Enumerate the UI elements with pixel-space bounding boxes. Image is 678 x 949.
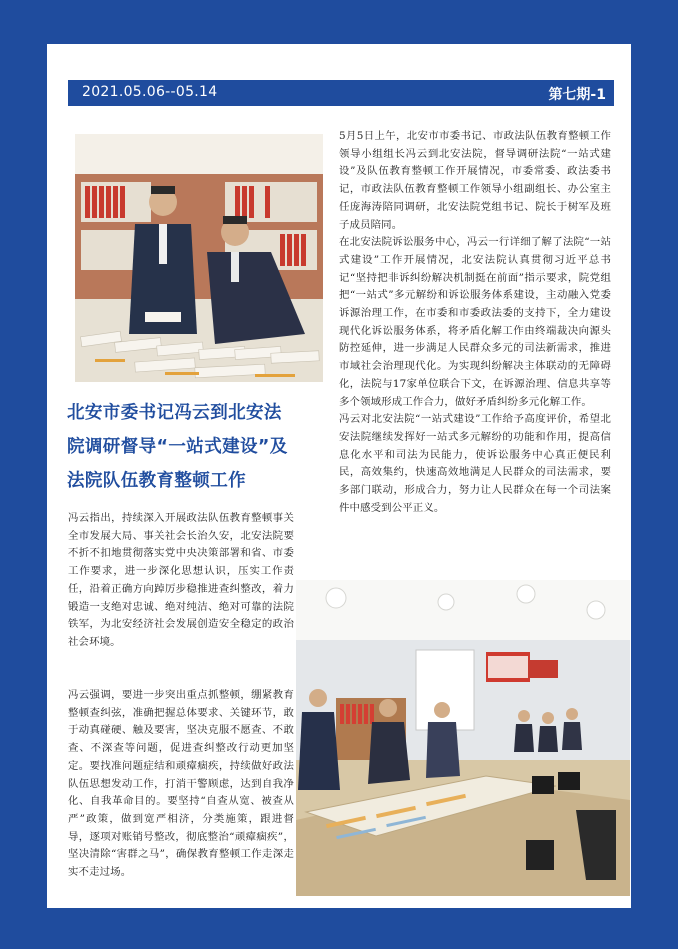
body-paragraph: 冯云对北安法院“一站式建设”工作给予高度评价，希望北安法院继续发挥好一站式多元解纷的功能和作用，提高信息化水平和司法为民能力，使诉讼服务中心真正便民利民，高效集约，快速高效地满足人民群众的司法需求，要多部门联动，形成合力，努力让人民群众在每一个司法案件中感受到公平正义。 (339, 413, 611, 514)
photo-officials-reviewing-documents (75, 134, 323, 382)
issue-date-range: 2021.05.06--05.14 (82, 84, 218, 100)
headline-line: 北安市委书记冯云到北安法 (67, 403, 282, 423)
body-paragraph: 冯云指出，持续深入开展政法队伍教育整顿事关全市发展大局、事关社会长治久安，北安法院要不折不扣地贯彻落实党中央决策部署和省、市委工作要求，进一步深化思想认识，压实工作责任，沿着正确方向踔厉步稳推进查纠整改，着力锻造一支绝对忠诚、绝对纯洁、绝对可靠的法院铁军，为北安经济社会发展创造安全稳定的政治社会环境。 (68, 512, 294, 648)
article-headline (67, 396, 327, 498)
body-paragraph: 5月5日上午，北安市市委书记、市政法队伍教育整顿工作领导小组组长冯云到北安法院，督导调研法院“一站式建设”及队伍教育整顿工作开展情况，市委常委、政法委书记，市政法队伍教育整顿工作领导小组副组长、办公室主任庞海涛陪同调研，北安法院党组书记、院长于树军及班子成员陪同。 (339, 130, 611, 231)
issue-number: 第七期-1 (548, 87, 606, 103)
body-paragraph: 冯云强调，要进一步突出重点抓整顿，绷紧教育整顿查纠弦，准确把握总体要求、关键环节，敢于动真碰硬、触及要害，坚决克服不愿查、不敢查、不深查等问题，促进查纠整改行动更加坚定。要找准问题症结和顽瘴痼疾，持续做好政法队伍思想发动工作，打消干警顾虑，达到自我净化、自我革命目的。要坚持“自查从宽、被查从严”政策，做到宽严相济，分类施策，跟进督导，逐项对账销号整改，彻底整治“顽瘴痼疾”，坚决清除“害群之马”，确保教育整顿工作走深走实不走过场。 (68, 689, 294, 879)
article-body-left-paragraph-1 (68, 510, 294, 652)
body-paragraph: 在北安法院诉讼服务中心，冯云一行详细了解了法院“一站式建设”工作开展情况，北安法院认真贯彻习近平总书记“坚持把非诉纠纷解决机制挺在前面”指示要求，院党组把“一站式”多元解纷和诉讼服务体系建设，主动融入党委诉源治理工作，在市委和市委政法委的支持下，全力建设现代化诉讼服务体系，将矛盾化解工作由终端裁决向源头防控延伸，进一步满足人民群众多元的司法新需求，推进市域社会治理现代化。为实现纠纷解决主体联动的无障碍化，法院与17家单位联合下文，在诉源治理、信息共享等多个领域形成工作合力，做好矛盾纠纷多元化解工作。 (339, 236, 611, 408)
headline-line: 院调研督导“一站式建设”及 (67, 437, 288, 457)
headline-line: 法院队伍教育整顿工作 (67, 471, 246, 491)
photo-service-center-inspection (296, 580, 630, 896)
article-body-right-column (339, 128, 611, 517)
newsletter-page (47, 44, 631, 908)
article-body-left-paragraph-2 (68, 687, 294, 882)
issue-header-bar (68, 80, 614, 106)
